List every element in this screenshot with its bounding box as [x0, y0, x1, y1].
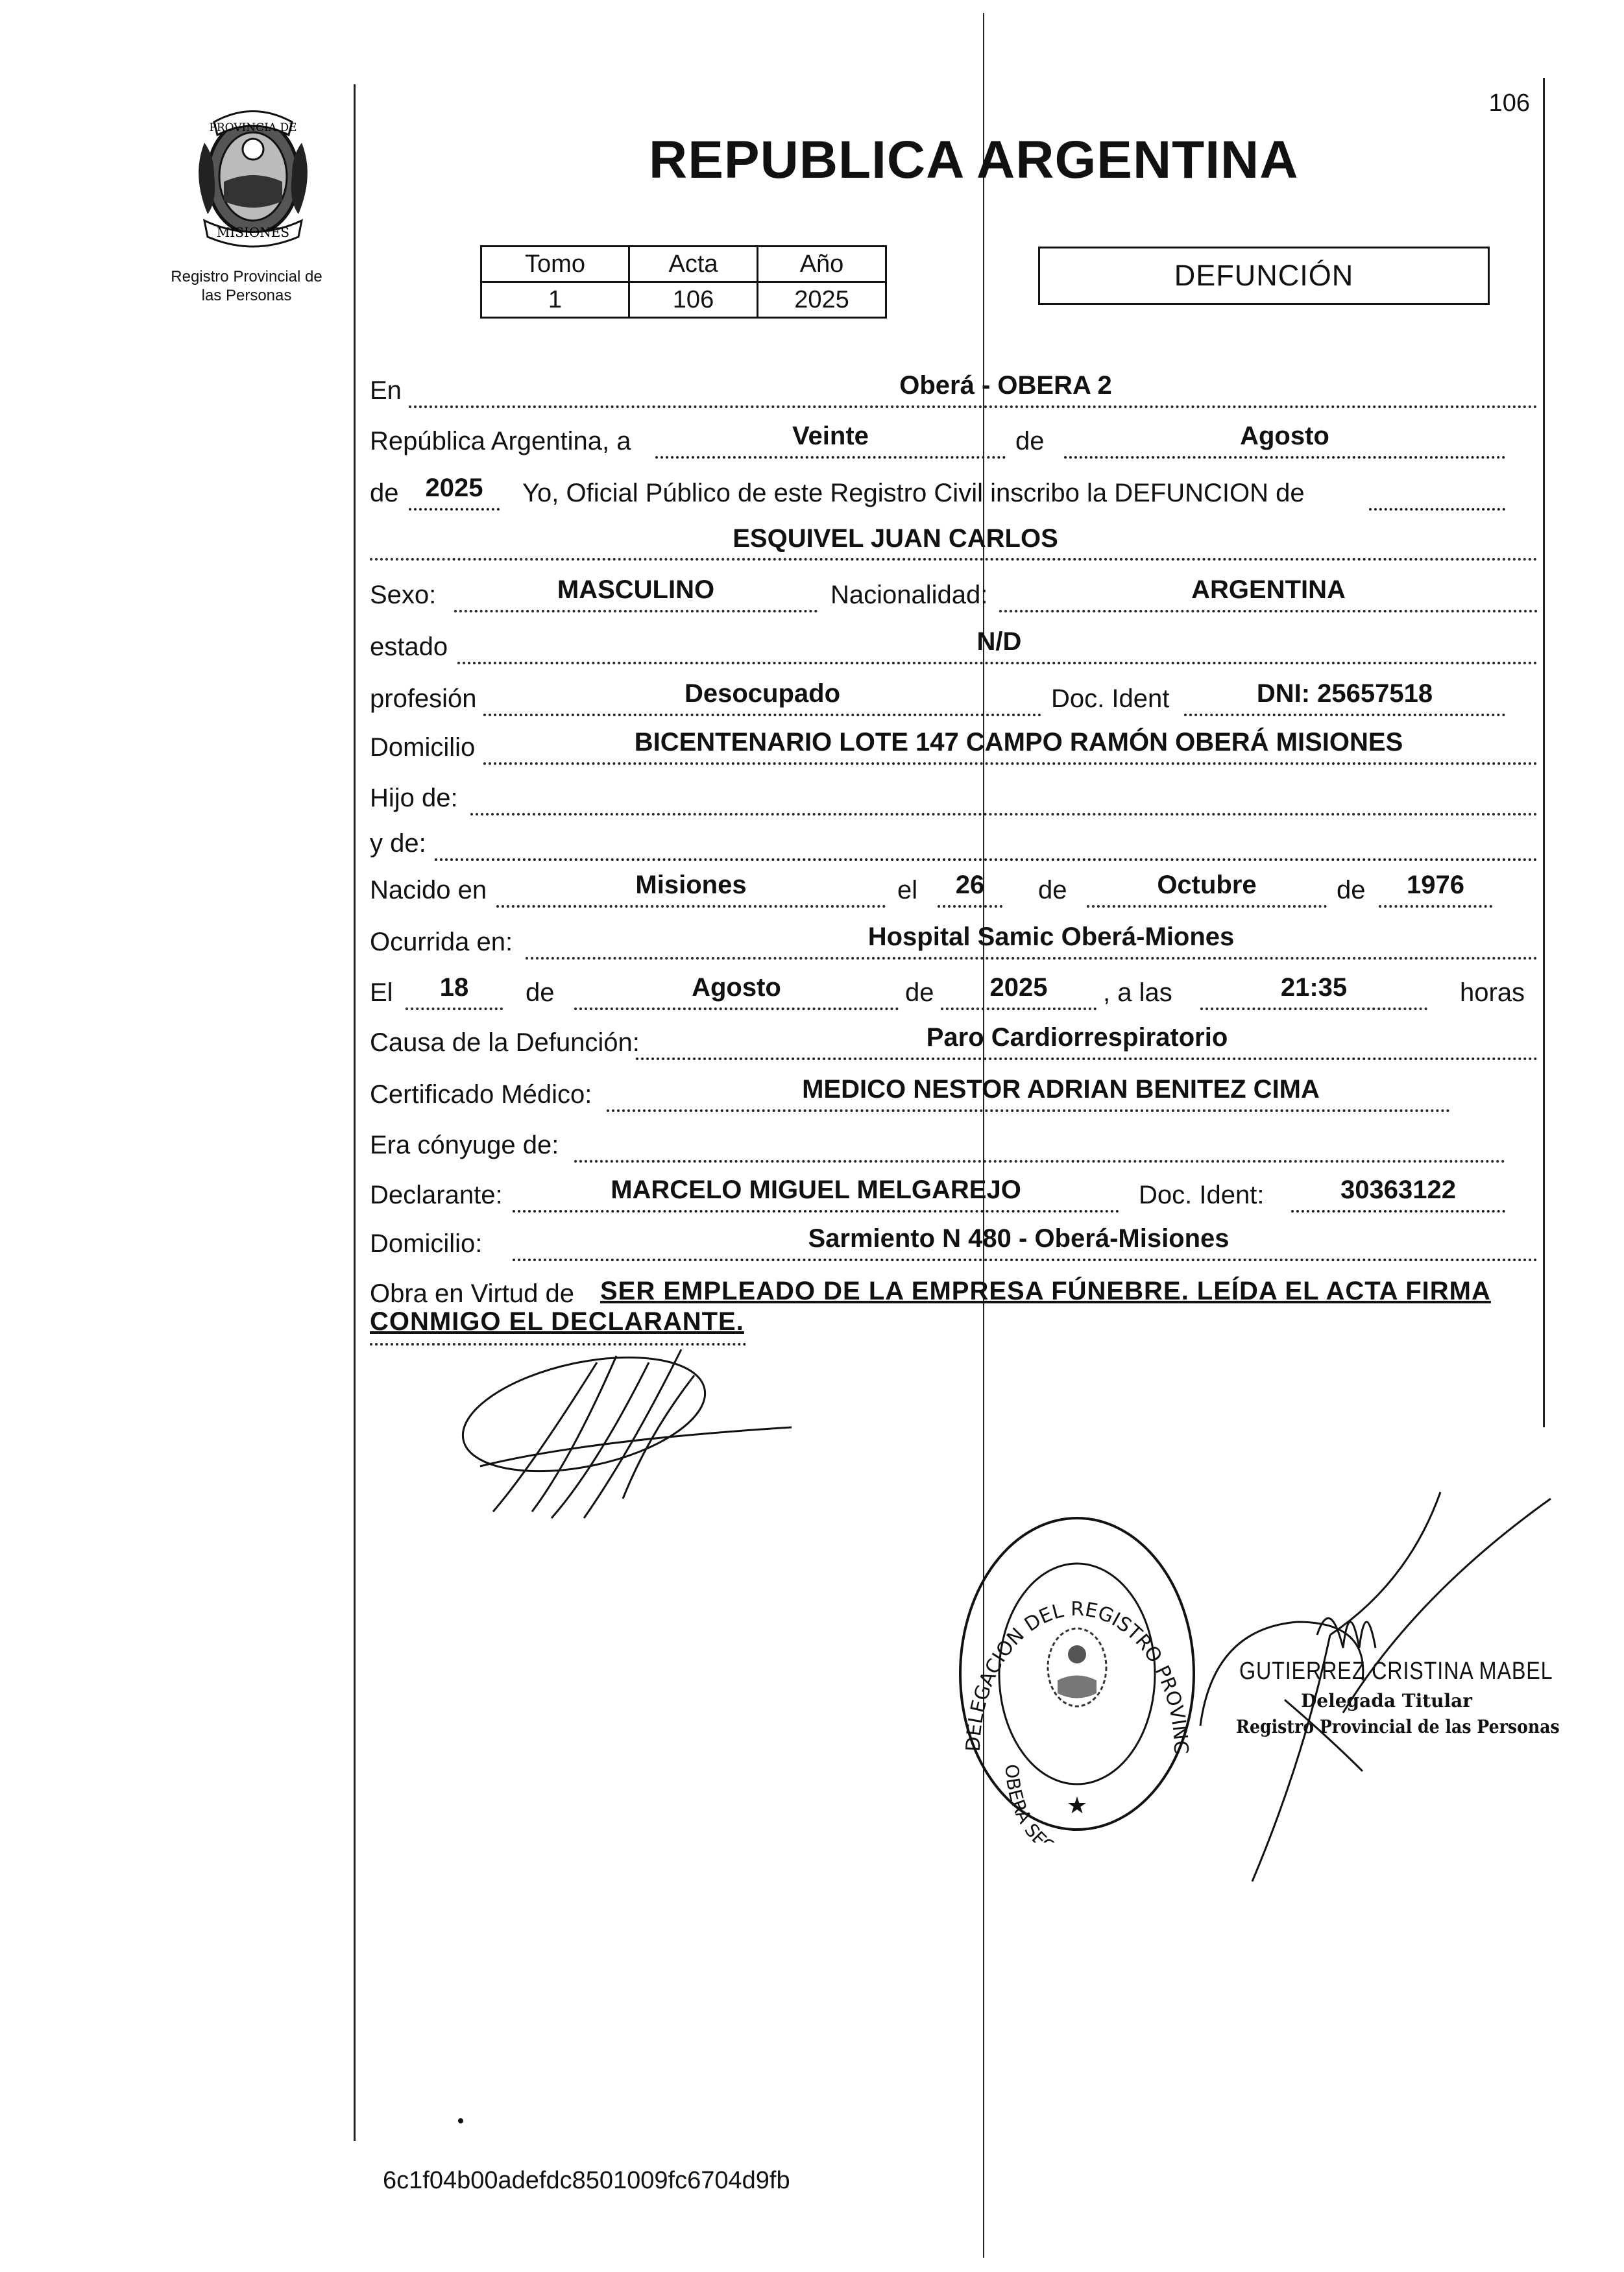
dot-mark [458, 2118, 463, 2123]
nacido-dia-line [938, 905, 1002, 908]
place-value: Oberá - OBERA 2 [899, 371, 1112, 400]
defuncion-mes-value: Agosto [692, 973, 781, 1002]
page-number: 106 [1488, 90, 1530, 117]
declarante-line [513, 1210, 1119, 1213]
nacido-dia-value: 26 [955, 871, 985, 899]
doc-ident-value: DNI: 25657518 [1256, 679, 1433, 708]
obra-line-1: SER EMPLEADO DE LA EMPRESA FÚNEBRE. LEÍDA EL ACTA FIRMA [600, 1277, 1491, 1305]
obra-line-2: CONMIGO EL DECLARANTE. [370, 1307, 744, 1336]
defuncion-de-label-2: de [905, 978, 934, 1007]
sexo-value: MASCULINO [557, 575, 715, 604]
fold-line [983, 13, 984, 2258]
yde-label: y de: [370, 829, 426, 858]
en-line [409, 405, 1538, 408]
month-line [1064, 456, 1505, 459]
ref-header-tomo: Tomo [481, 247, 629, 282]
defuncion-anio-line [941, 1008, 1097, 1010]
domicilio2-label: Domicilio: [370, 1229, 483, 1258]
estado-label: estado [370, 633, 448, 661]
hijo-line [470, 813, 1538, 816]
day-text-value: Veinte [792, 422, 869, 450]
nacido-anio-value: 1976 [1407, 871, 1464, 899]
sexo-line [454, 610, 818, 612]
nacionalidad-label: Nacionalidad: [830, 581, 988, 609]
doc-ident-label: Doc. Ident [1051, 684, 1170, 713]
domicilio2-line [513, 1259, 1538, 1261]
de-label-2: de [370, 479, 399, 507]
stamp-ring-bottom: OBERA SE [1000, 1763, 1051, 1843]
deceased-name-value: ESQUIVEL JUAN CARLOS [733, 524, 1058, 553]
nacido-de-label-1: de [1038, 876, 1067, 904]
certificado-value: MEDICO NESTOR ADRIAN BENITEZ CIMA [802, 1075, 1320, 1104]
year-value: 2025 [425, 474, 483, 502]
declarante-doc-value: 30363122 [1340, 1176, 1456, 1204]
republica-label: República Argentina, a [370, 427, 631, 455]
horas-label: horas [1460, 978, 1525, 1007]
hora-line [1200, 1008, 1427, 1010]
registry-caption: Registro Provincial de las Personas [171, 268, 322, 304]
ref-value-acta: 106 [629, 282, 758, 318]
ocurrida-line [526, 957, 1538, 960]
officer-name: GUTIERREZ CRISTINA MABEL [1239, 1658, 1553, 1685]
nacionalidad-line [999, 610, 1538, 612]
domicilio-line [483, 762, 1538, 765]
nacido-mes-line [1087, 905, 1327, 908]
a-las-label: , a las [1103, 978, 1172, 1007]
certificado-label: Certificado Médico: [370, 1080, 592, 1109]
estado-line [457, 662, 1538, 664]
nacido-lugar-line [496, 905, 886, 908]
declarante-label: Declarante: [370, 1181, 503, 1209]
de-label-1: de [1015, 427, 1045, 455]
yde-line [435, 858, 1538, 861]
doc-ident-line [1184, 714, 1505, 716]
ref-header-acta: Acta [629, 247, 758, 282]
causa-value: Paro Cardiorrespiratorio [926, 1023, 1228, 1052]
domicilio-value: BICENTENARIO LOTE 147 CAMPO RAMÓN OBERÁ MISIONES [634, 728, 1403, 756]
ocurrida-label: Ocurrida en: [370, 928, 513, 956]
province-logo [178, 104, 328, 253]
defuncion-dia-value: 18 [439, 973, 469, 1002]
defuncion-mes-line [574, 1008, 899, 1010]
ref-header-anio: Año [758, 247, 886, 282]
nacionalidad-value: ARGENTINA [1191, 575, 1346, 604]
profesion-line [483, 714, 1041, 716]
declarante-doc-line [1291, 1210, 1505, 1213]
ocurrida-value: Hospital Samic Oberá-Miones [867, 923, 1235, 951]
stamp-star-icon: ★ [1066, 1792, 1088, 1819]
declarante-domicilio-value: Sarmiento N 480 - Oberá-Misiones [808, 1224, 1230, 1253]
nacido-mes-value: Octubre [1157, 871, 1257, 899]
year-line [409, 508, 500, 511]
act-type-box: DEFUNCIÓN [1038, 247, 1490, 305]
nacido-de-label-2: de [1337, 876, 1366, 904]
logo-top-text: PROVINCIA DE [209, 121, 297, 134]
causa-label: Causa de la Defunción: [370, 1028, 640, 1057]
officer-office: Registro Provincial de las Personas [1236, 1716, 1560, 1737]
domicilio-label: Domicilio [370, 733, 476, 762]
defuncion-dia-line [406, 1008, 503, 1010]
declarant-signature [454, 1336, 805, 1531]
stamp-ring-top: DELEGACION DEL REGISTRO PROVINC [962, 1597, 1193, 1755]
day-line [655, 456, 1006, 459]
declarante-value: MARCELO MIGUEL MELGAREJO [611, 1176, 1021, 1204]
conyuge-label: Era cónyuge de: [370, 1131, 559, 1159]
nacido-lugar-value: Misiones [635, 871, 747, 899]
defuncion-anio-value: 2025 [989, 973, 1048, 1002]
officer-title: Delegada Titular [1301, 1690, 1473, 1711]
profesion-value: Desocupado [684, 679, 841, 708]
document-title: REPUBLICA ARGENTINA [649, 130, 1299, 189]
right-margin-line [1543, 78, 1545, 1427]
hora-value: 21:35 [1280, 973, 1348, 1002]
nacido-anio-line [1379, 905, 1492, 908]
el2-label: El [370, 978, 393, 1007]
en-label: En [370, 376, 402, 405]
logo-bottom-text: MISIONES [216, 224, 290, 240]
defuncion-de-label-1: de [526, 978, 555, 1007]
obra-label: Obra en Virtud de [370, 1279, 575, 1308]
left-margin-line [354, 84, 356, 2141]
ref-value-anio: 2025 [758, 282, 886, 318]
conyuge-line [574, 1160, 1505, 1163]
profesion-label: profesión [370, 684, 477, 713]
hijo-label: Hijo de: [370, 784, 458, 812]
ref-value-tomo: 1 [481, 282, 629, 318]
name-line [370, 558, 1538, 561]
doc-ident2-label: Doc. Ident: [1139, 1181, 1265, 1209]
nacido-el-label: el [897, 876, 918, 904]
reference-table [480, 245, 887, 319]
month-value: Agosto [1240, 422, 1329, 450]
sexo-label: Sexo: [370, 581, 437, 609]
statement-line [1369, 508, 1505, 511]
statement-text: Yo, Oficial Público de este Registro Civil inscribo la DEFUNCION de [522, 479, 1305, 507]
causa-line [636, 1057, 1538, 1060]
estado-value: N/D [976, 627, 1022, 656]
document-hash: 6c1f04b00adefdc8501009fc6704d9fb [383, 2167, 790, 2194]
nacido-label: Nacido en [370, 876, 487, 904]
certificado-line [607, 1109, 1450, 1112]
